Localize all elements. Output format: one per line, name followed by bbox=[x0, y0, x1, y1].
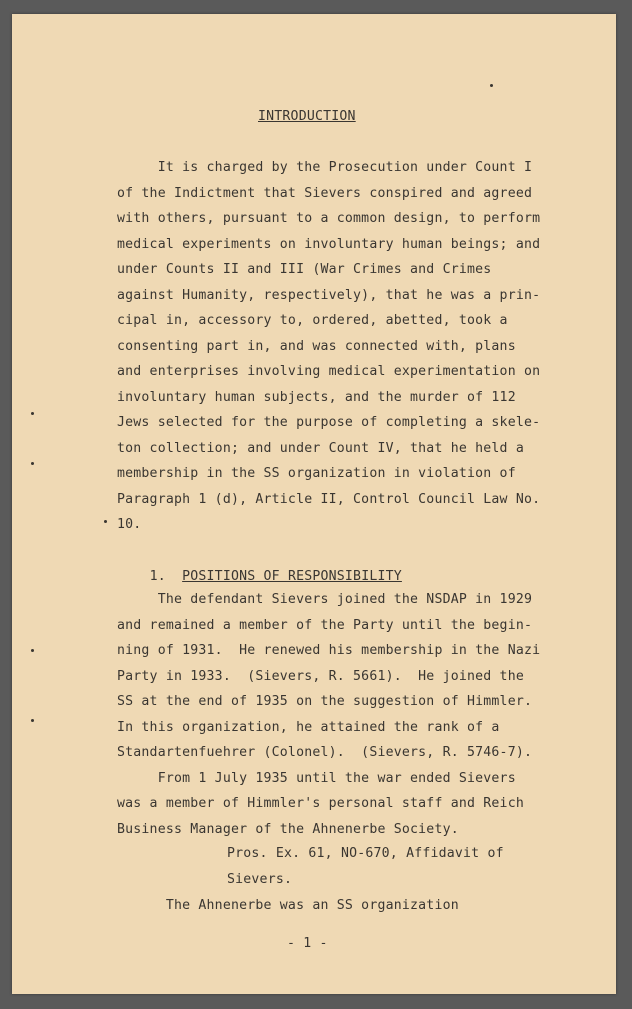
text-line: medical experiments on involuntary human beings; and bbox=[117, 236, 541, 252]
margin-mark bbox=[490, 84, 493, 87]
margin-mark bbox=[104, 520, 107, 523]
text-line: 10. bbox=[117, 517, 142, 532]
text-line: and enterprises involving medical experimentation on bbox=[117, 364, 541, 379]
text-line: SS at the end of 1935 on the suggestion of Himmler. bbox=[117, 694, 533, 709]
text-line: Pros. Ex. 61, NO-670, Affidavit of bbox=[227, 846, 504, 861]
section-number: 1. bbox=[149, 569, 166, 584]
margin-mark bbox=[31, 649, 34, 652]
text-line: It is charged by the Prosecution under Count I bbox=[117, 160, 533, 175]
margin-mark bbox=[31, 412, 34, 415]
page-title: INTRODUCTION bbox=[258, 109, 356, 124]
text-line: and remained a member of the Party until the begin- bbox=[117, 617, 533, 633]
text-line: involuntary human subjects, and the murder of 112 bbox=[117, 389, 516, 405]
text-line: under Counts II and III (War Crimes and Crimes bbox=[117, 262, 492, 277]
document-page bbox=[12, 14, 616, 994]
text-line: From 1 July 1935 until the war ended Sievers bbox=[117, 770, 516, 786]
page-number: - 1 - bbox=[287, 936, 328, 951]
trailing-line: The Ahnenerbe was an SS organization bbox=[117, 898, 459, 913]
text-line: The defendant Sievers joined the NSDAP in 1929 bbox=[117, 592, 533, 607]
text-line: In this organization, he attained the rank of a bbox=[117, 719, 500, 735]
citation bbox=[227, 846, 504, 887]
text-line: Party in 1933. (Sievers, R. 5661). He joined the bbox=[117, 668, 524, 684]
text-line: Jews selected for the purpose of completing a skele- bbox=[117, 415, 541, 430]
margin-mark bbox=[31, 719, 34, 722]
text-line: Business Manager of the Ahnenerbe Society. bbox=[117, 821, 459, 837]
text-line: ton collection; and under Count IV, that he held a bbox=[117, 440, 524, 456]
text-line: against Humanity, respectively), that he was a prin- bbox=[117, 287, 541, 303]
text-line: ning of 1931. He renewed his membership in the Nazi bbox=[117, 643, 541, 658]
intro-paragraph bbox=[117, 160, 541, 532]
text-line: Sievers. bbox=[227, 871, 293, 887]
text-line: was a member of Himmler's personal staff and Reich bbox=[117, 796, 524, 811]
text-line: cipal in, accessory to, ordered, abetted, took a bbox=[117, 313, 508, 328]
text-line: consenting part in, and was connected with, plans bbox=[117, 338, 516, 354]
section-paragraph bbox=[117, 592, 541, 837]
text-line: Paragraph 1 (d), Article II, Control Council Law No. bbox=[117, 491, 541, 507]
section-title: POSITIONS OF RESPONSIBILITY bbox=[182, 569, 402, 584]
text-line: with others, pursuant to a common design, to perform bbox=[117, 211, 541, 226]
margin-mark bbox=[31, 462, 34, 465]
text-line: Standartenfuehrer (Colonel). (Sievers, R. 5746-7). bbox=[117, 745, 533, 760]
text-line: membership in the SS organization in violation of bbox=[117, 466, 516, 481]
text-line: of the Indictment that Sievers conspired and agreed bbox=[117, 185, 533, 201]
